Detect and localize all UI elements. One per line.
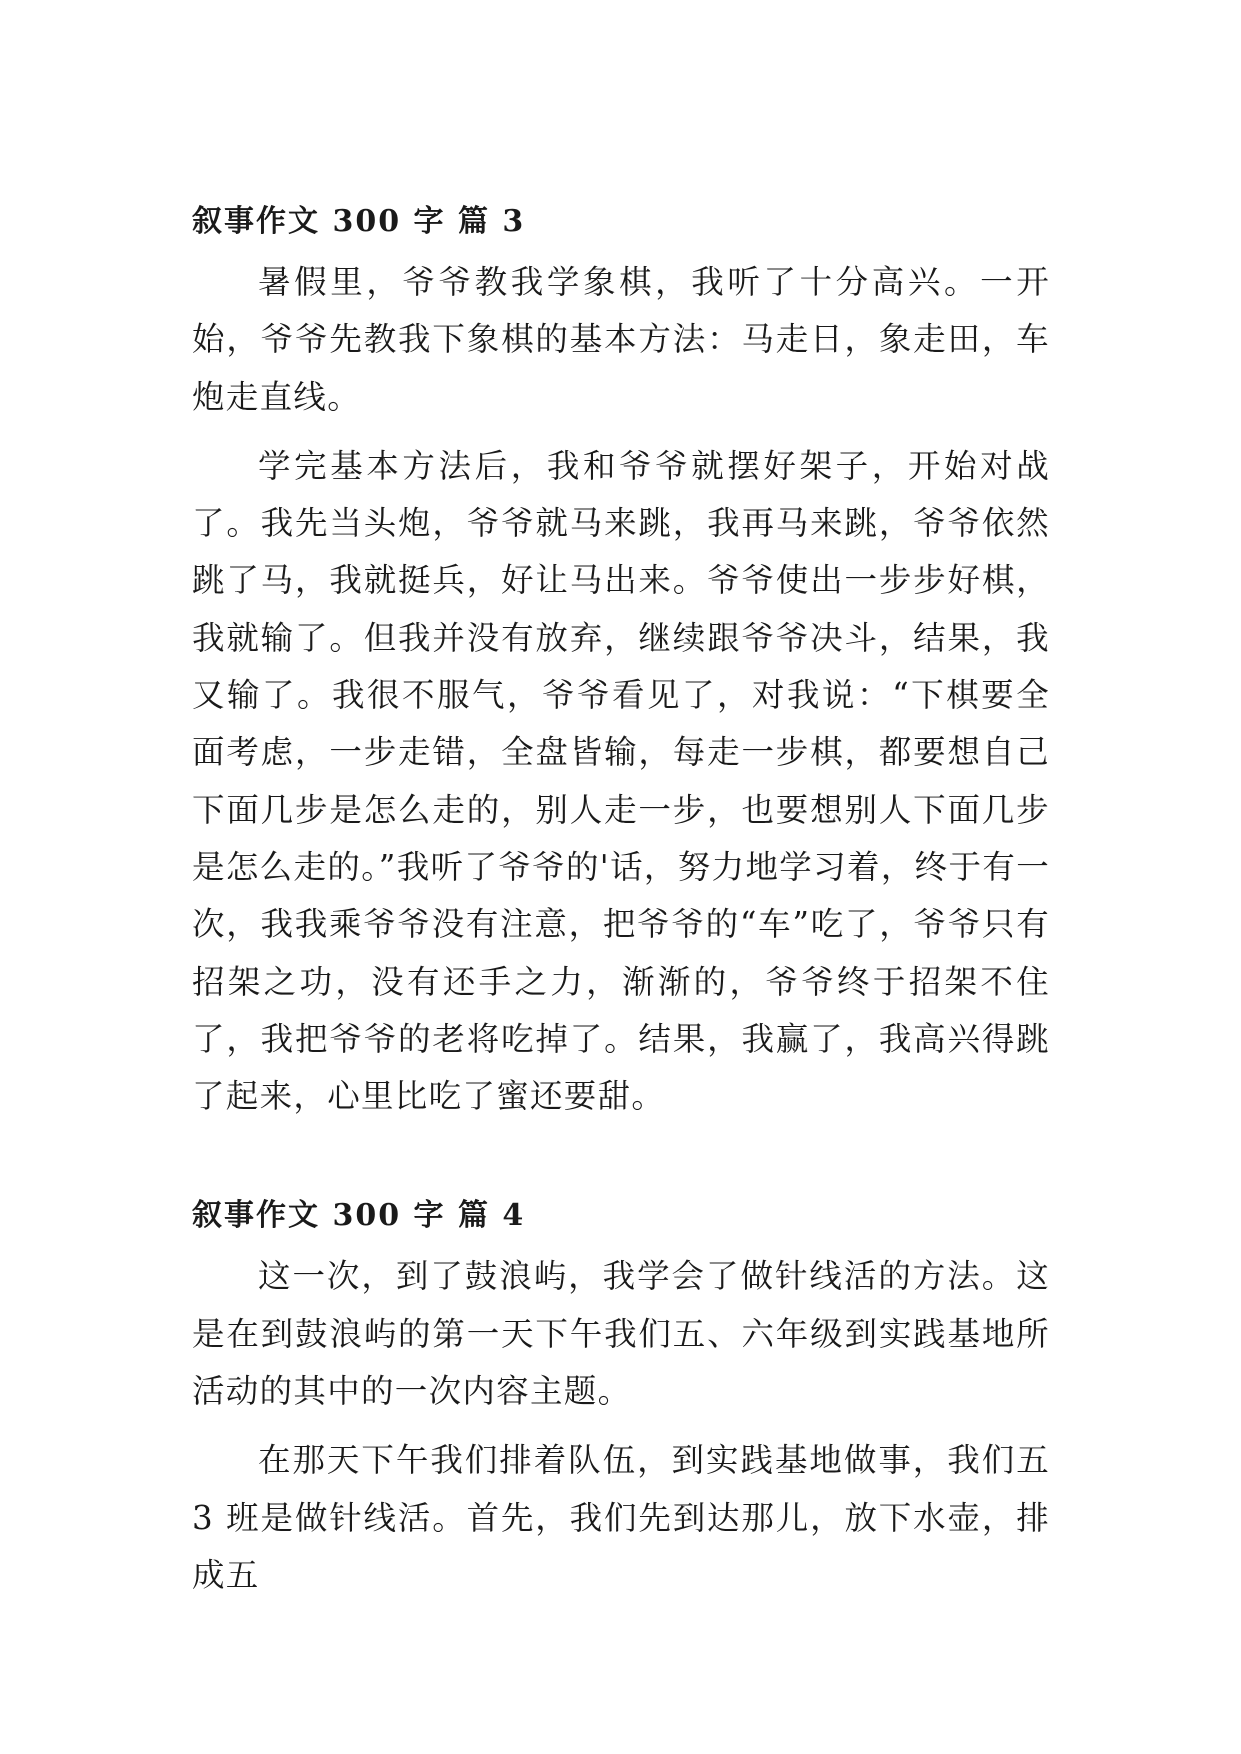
paragraph: 暑假里，爷爷教我学象棋，我听了十分高兴。一开始，爷爷先教我下象棋的基本方法：马走日，象走田，车炮走直线。 [192, 263, 1050, 416]
section-title: 叙事作文 300 字 篇 3 [192, 204, 526, 239]
paragraph: 学完基本方法后，我和爷爷就摆好架子，开始对战了。我先当头炮，爷爷就马来跳，我再马来跳，爷爷依然跳了马，我就挺兵，好让马出来。爷爷使出一步步好棋，我就输了。但我并没有放弃，继续跟爷爷决斗，结果，我又输了。我很不服气，爷爷看见了，对我说：“下棋要全面考虑，一步走错，全盘皆输，每走一步棋，都要想自己下面几步是怎么走的，别人走一步，也要想别人下面几步是怎么走的。”我听了爷爷的'话，努力地学习着，终于有一次，我我乘爷爷没有注意，把爷爷的“车”吃了，爷爷只有招架之功，没有还手之力，渐渐的，爷爷终于招架不住了，我把爷爷的老将吃掉了。结果，我赢了，我高兴得跳了起来，心里比吃了蜜还要甜。 [192, 446, 1050, 1116]
section-title: 叙事作文 300 字 篇 4 [192, 1198, 526, 1234]
document-page [192, 190, 1050, 1616]
section-divider [192, 1137, 1050, 1184]
paragraph: 在那天下午我们排着队伍，到实践基地做事，我们五 3 班是做针线活。首先，我们先到达那儿，放下水壶，排成五 [192, 1441, 1050, 1594]
paragraph: 这一次，到了鼓浪屿，我学会了做针线活的方法。这是在到鼓浪屿的第一天下午我们五、六年级到实践基地所活动的其中的一次内容主题。 [192, 1257, 1050, 1411]
